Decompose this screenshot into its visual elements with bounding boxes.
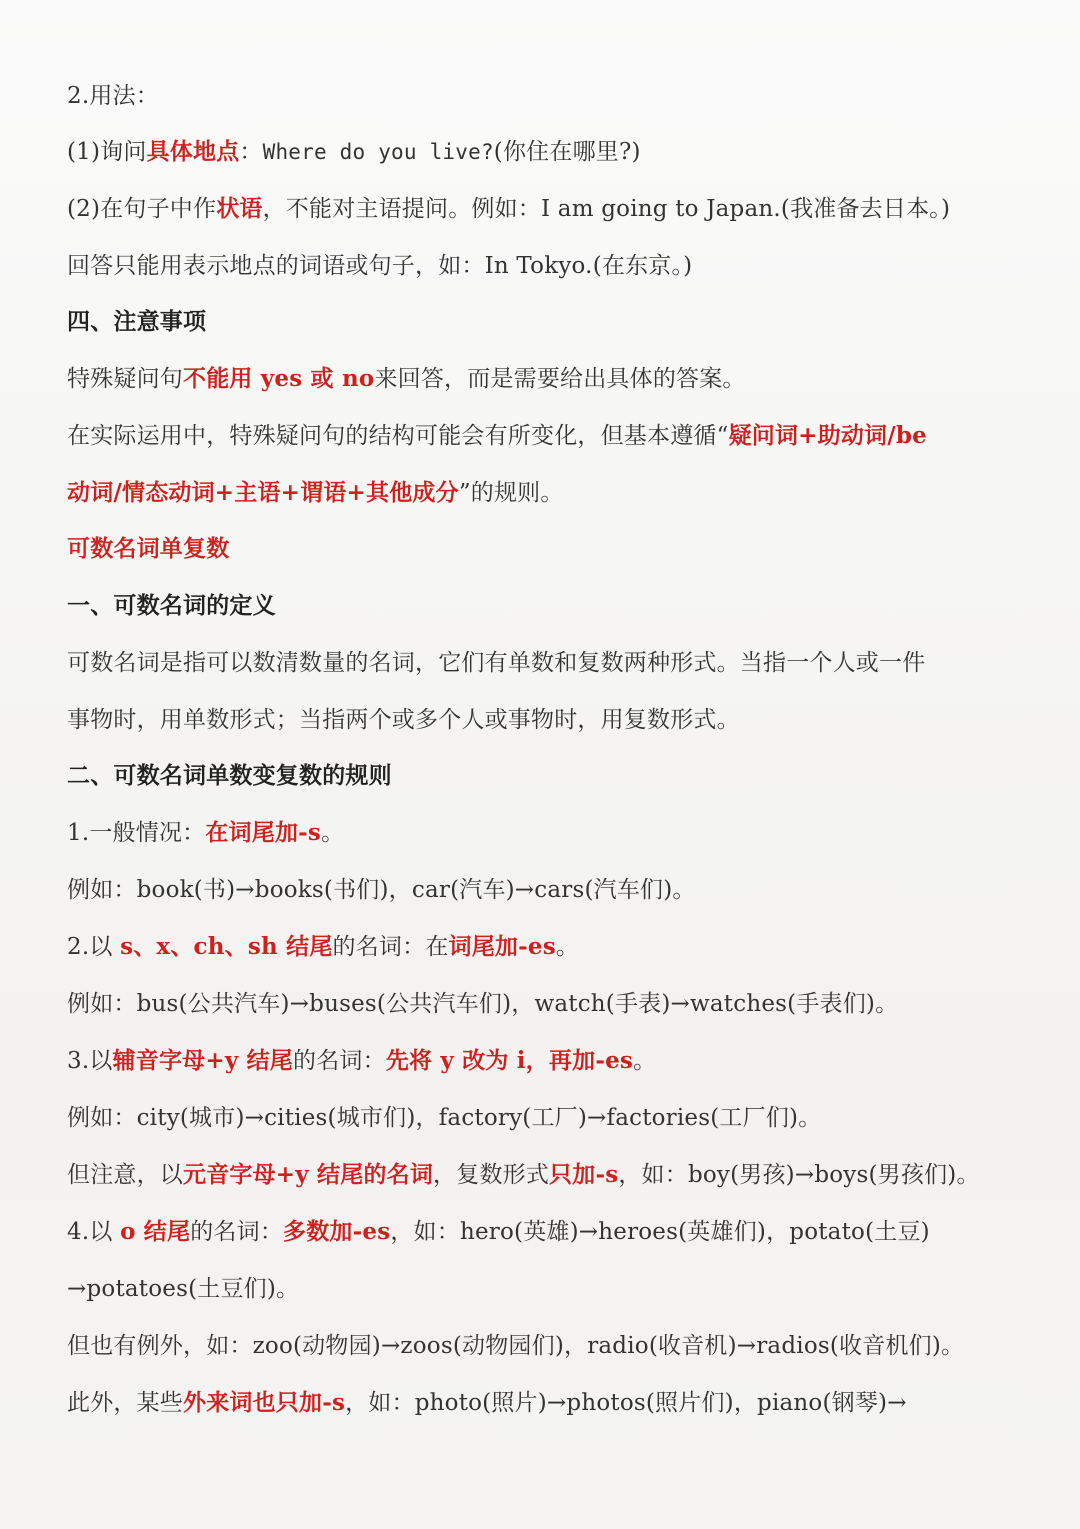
body-text: 特殊疑问句 [67,366,183,392]
body-text: 2.以 [67,934,121,960]
body-text: 回答只能用表示地点的词语或句子，如：In Tokyo.(在东京。) [67,253,693,279]
body-text: ，不能对主语提问。例如：I am going to Japan.(我准备去日本。) [262,196,951,222]
text-line [67,1387,1027,1419]
text-line [67,1330,1027,1362]
body-text: 。 [321,820,345,846]
body-text: 3.以 [67,1048,113,1074]
body-text: (你住在哪里?) [493,139,641,165]
body-text: 。 [555,934,580,960]
text-line [67,704,1027,736]
highlight-text: s、x、ch、sh 结尾 [120,933,333,960]
body-text: ，如：photo(照片)→photos(照片们)，piano(钢琴)→ [345,1390,907,1416]
highlight-text: 具体地点 [146,138,240,165]
text-line [67,988,1027,1020]
text-line [67,80,1027,112]
body-text: 的名词： [190,1219,284,1245]
text-line [67,647,1027,679]
text-line [67,1159,1027,1191]
body-text: ，如：hero(英雄)→heroes(英雄们)，potato(土豆) [390,1219,930,1245]
body-text: ”的规则。 [458,480,564,506]
body-text: ，复数形式 [433,1162,550,1188]
body-text: 事物时，用单数形式；当指两个或多个人或事物时，用复数形式。 [67,707,740,733]
text-line [67,420,1027,452]
body-text: 可数名词是指可以数清数量的名词，它们有单数和复数两种形式。当指一个人或一件 [67,650,926,676]
text-line [67,193,1027,225]
highlight-text: 外来词也只加-s [183,1389,346,1416]
text-line [67,1216,1027,1248]
body-text: 的名词：在 [332,934,449,960]
body-text: 的名词： [293,1048,386,1074]
body-text: 例如：bus(公共汽车)→buses(公共汽车们)，watch(手表)→watches(手表们)。 [67,991,899,1017]
body-text: →potatoes(土豆们)。 [67,1276,300,1302]
body-text: ： [239,139,263,165]
text-line [67,590,1027,622]
body-text: (1)询问 [67,139,147,165]
highlight-text: 辅音字母+y 结尾 [112,1047,293,1074]
highlight-text: 元音字母+y 结尾的名词 [183,1161,434,1188]
highlight-text: 疑问词+助动词/be [728,422,927,449]
body-text: Where do you live? [262,140,494,164]
body-text: 例如：city(城市)→cities(城市们)，factory(工厂)→factories(工厂们)。 [67,1105,822,1131]
body-text: 4.以 [67,1219,121,1245]
body-text: 2.用法： [67,83,159,109]
text-line [67,931,1027,963]
highlight-text: 可数名词单复数 [67,535,230,562]
body-text: ，如：boy(男孩)→boys(男孩们)。 [618,1162,980,1188]
heading-text: 四、注意事项 [67,308,207,335]
body-text: 例如：book(书)→books(书们)，car(汽车)→cars(汽车们)。 [67,877,696,903]
body-text: 1.一般情况： [67,820,206,846]
highlight-text: o 结尾 [120,1218,191,1245]
text-line [67,136,1027,168]
body-text: 来回答，而是需要给出具体的答案。 [374,366,746,392]
body-text: 但也有例外，如：zoo(动物园)→zoos(动物园们)，radio(收音机)→radios(收音机们)。 [67,1333,965,1359]
body-text: 此外，某些 [67,1390,183,1416]
highlight-text: 多数加-es [283,1218,391,1245]
text-line [67,874,1027,906]
text-line [67,477,1027,509]
text-line [67,306,1027,338]
highlight-text: 词尾加-es [448,933,556,960]
highlight-text: 动词/情态动词+主语+谓语+其他成分 [67,479,459,506]
text-line [67,1045,1027,1077]
highlight-text: 先将 y 改为 i，再加-es [385,1047,634,1074]
highlight-text: 状语 [216,195,263,222]
body-text: 。 [633,1048,657,1074]
highlight-text: 只加-s [549,1161,619,1188]
highlight-text: 在词尾加-s [205,819,322,846]
body-text: 但注意，以 [67,1162,183,1188]
body-text: (2)在句子中作 [67,196,217,222]
text-line [67,363,1027,395]
text-line [67,1102,1027,1134]
text-line [67,1273,1027,1305]
heading-text: 一、可数名词的定义 [67,592,276,619]
text-line [67,760,1027,792]
text-line [67,250,1027,282]
body-text: 在实际运用中，特殊疑问句的结构可能会有所变化，但基本遵循“ [67,423,729,449]
text-line [67,817,1027,849]
heading-text: 二、可数名词单数变复数的规则 [67,762,392,789]
text-line [67,533,1027,565]
highlight-text: 不能用 yes 或 no [183,365,375,392]
